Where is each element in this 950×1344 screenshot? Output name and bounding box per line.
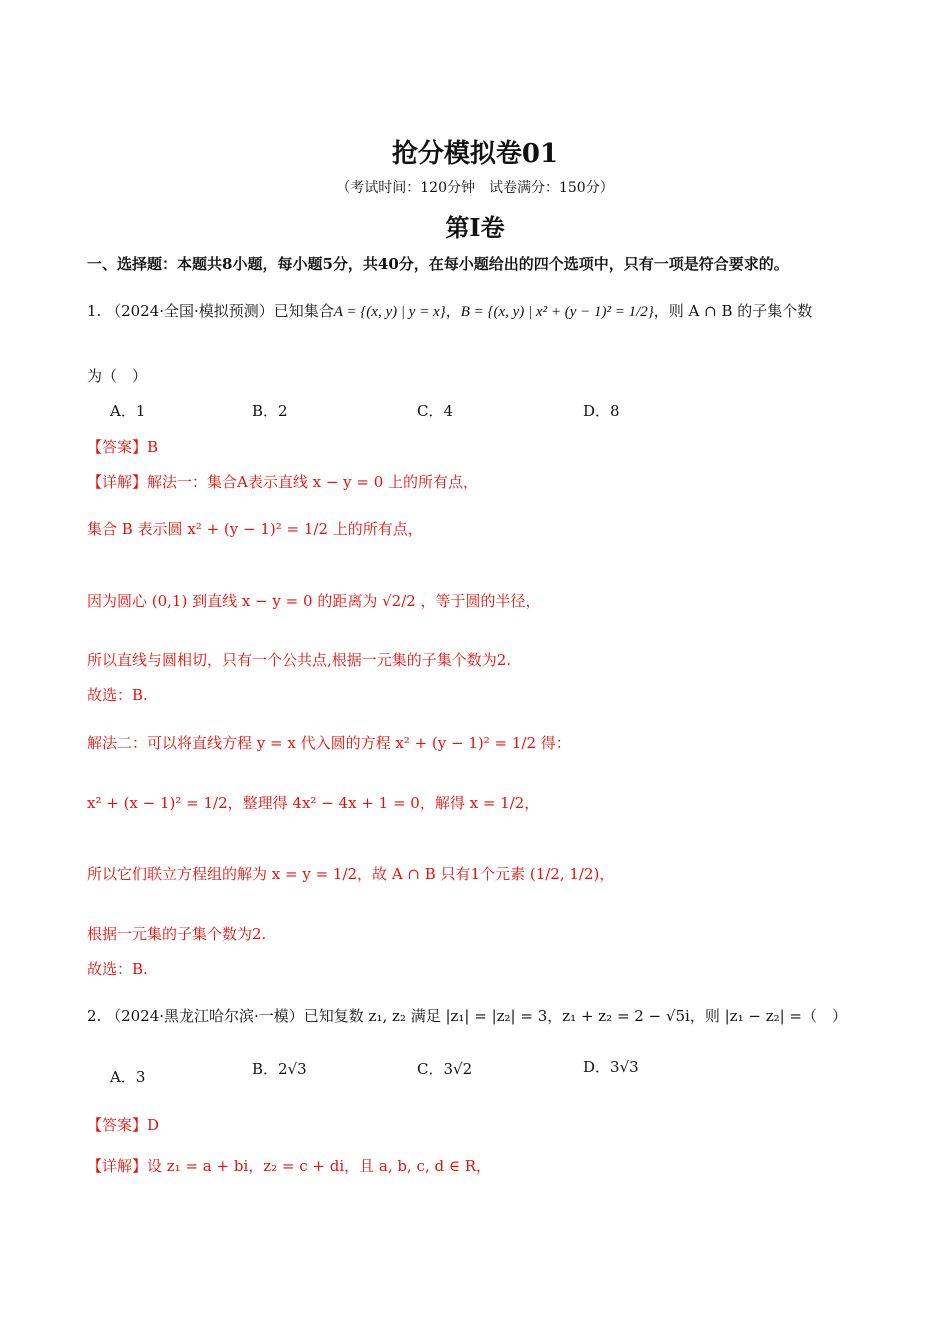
q1-solution-line: 所以它们联立方程组的解为 x = y = 1/2，故 A ∩ B 只有1个元素 (1/2, 1/2)， [87,865,615,883]
question-2-stem: 2. （2024·黑龙江哈尔滨·一模）已知复数 z₁, z₂ 满足 |z₁| = |z₂| = 3，z₁ + z₂ = 2 − √5i，则 |z₁ − z₂| =（ ） [87,1007,847,1025]
q1-option-d: D．8 [583,402,620,420]
q1-stem-text-2: ，则 A ∩ B 的子集个数 [653,302,813,320]
section-heading: 一、选择题：本题共8小题，每小题5分，共40分，在每小题给出的四个选项中，只有一项是符合要求的。 [87,255,789,273]
q1-option-c: C．4 [417,402,454,420]
q1-stem-text: 1. （2024·全国·模拟预测）已知集合 [87,302,334,320]
question-1-stem [87,300,812,321]
q1-solution-line: 【详解】解法一：集合A表示直线 x − y = 0 上的所有点， [87,473,479,491]
q1-option-a: A．1 [110,402,146,420]
exam-info: （考试时间：120分钟 试卷满分：150分） [336,180,614,196]
q2-answer: 【答案】D [87,1116,160,1134]
q1-solution-line: 根据一元集的子集个数为2. [87,925,267,943]
q2-option-a: A．3 [110,1068,146,1086]
q1-solution-line: 因为圆心 (0,1) 到直线 x − y = 0 的距离为 √2/2 ，等于圆的半径， [87,592,541,610]
volume-heading: 第Ⅰ卷 [445,213,505,242]
q1-option-b: B．2 [252,402,288,420]
q2-option-d: D．3√3 [583,1058,639,1076]
q1-solution-line: 故选：B. [87,960,148,978]
q1-separator: ， [445,302,461,320]
set-b-formula: B = {(x, y) | x² + (y − 1)² = 1/2} [460,304,654,320]
q1-solution-line: 集合 B 表示圆 x² + (y − 1)² = 1/2 上的所有点， [87,520,423,538]
set-a-formula: A = {(x, y) | y = x} [333,304,446,320]
q1-solution-line: x² + (x − 1)² = 1/2，整理得 4x² − 4x + 1 = 0，解得 x = 1/2， [87,794,540,812]
q1-solution-line: 解法二：可以将直线方程 y = x 代入圆的方程 x² + (y − 1)² = 1/2 得： [87,734,571,752]
q1-solution-line: 故选：B. [87,686,148,704]
q2-option-b: B．2√3 [252,1060,307,1078]
q1-stem-continued: 为（ ） [87,367,148,385]
q2-option-c: C．3√2 [417,1060,473,1078]
q2-solution-line: 【详解】设 z₁ = a + bi，z₂ = c + di，且 a, b, c, d ∈ R， [87,1157,492,1175]
page-title: 抢分模拟卷01 [391,139,559,169]
q1-solution-line: 所以直线与圆相切，只有一个公共点,根据一元集的子集个数为2. [87,651,512,669]
q1-answer: 【答案】B [87,438,159,456]
